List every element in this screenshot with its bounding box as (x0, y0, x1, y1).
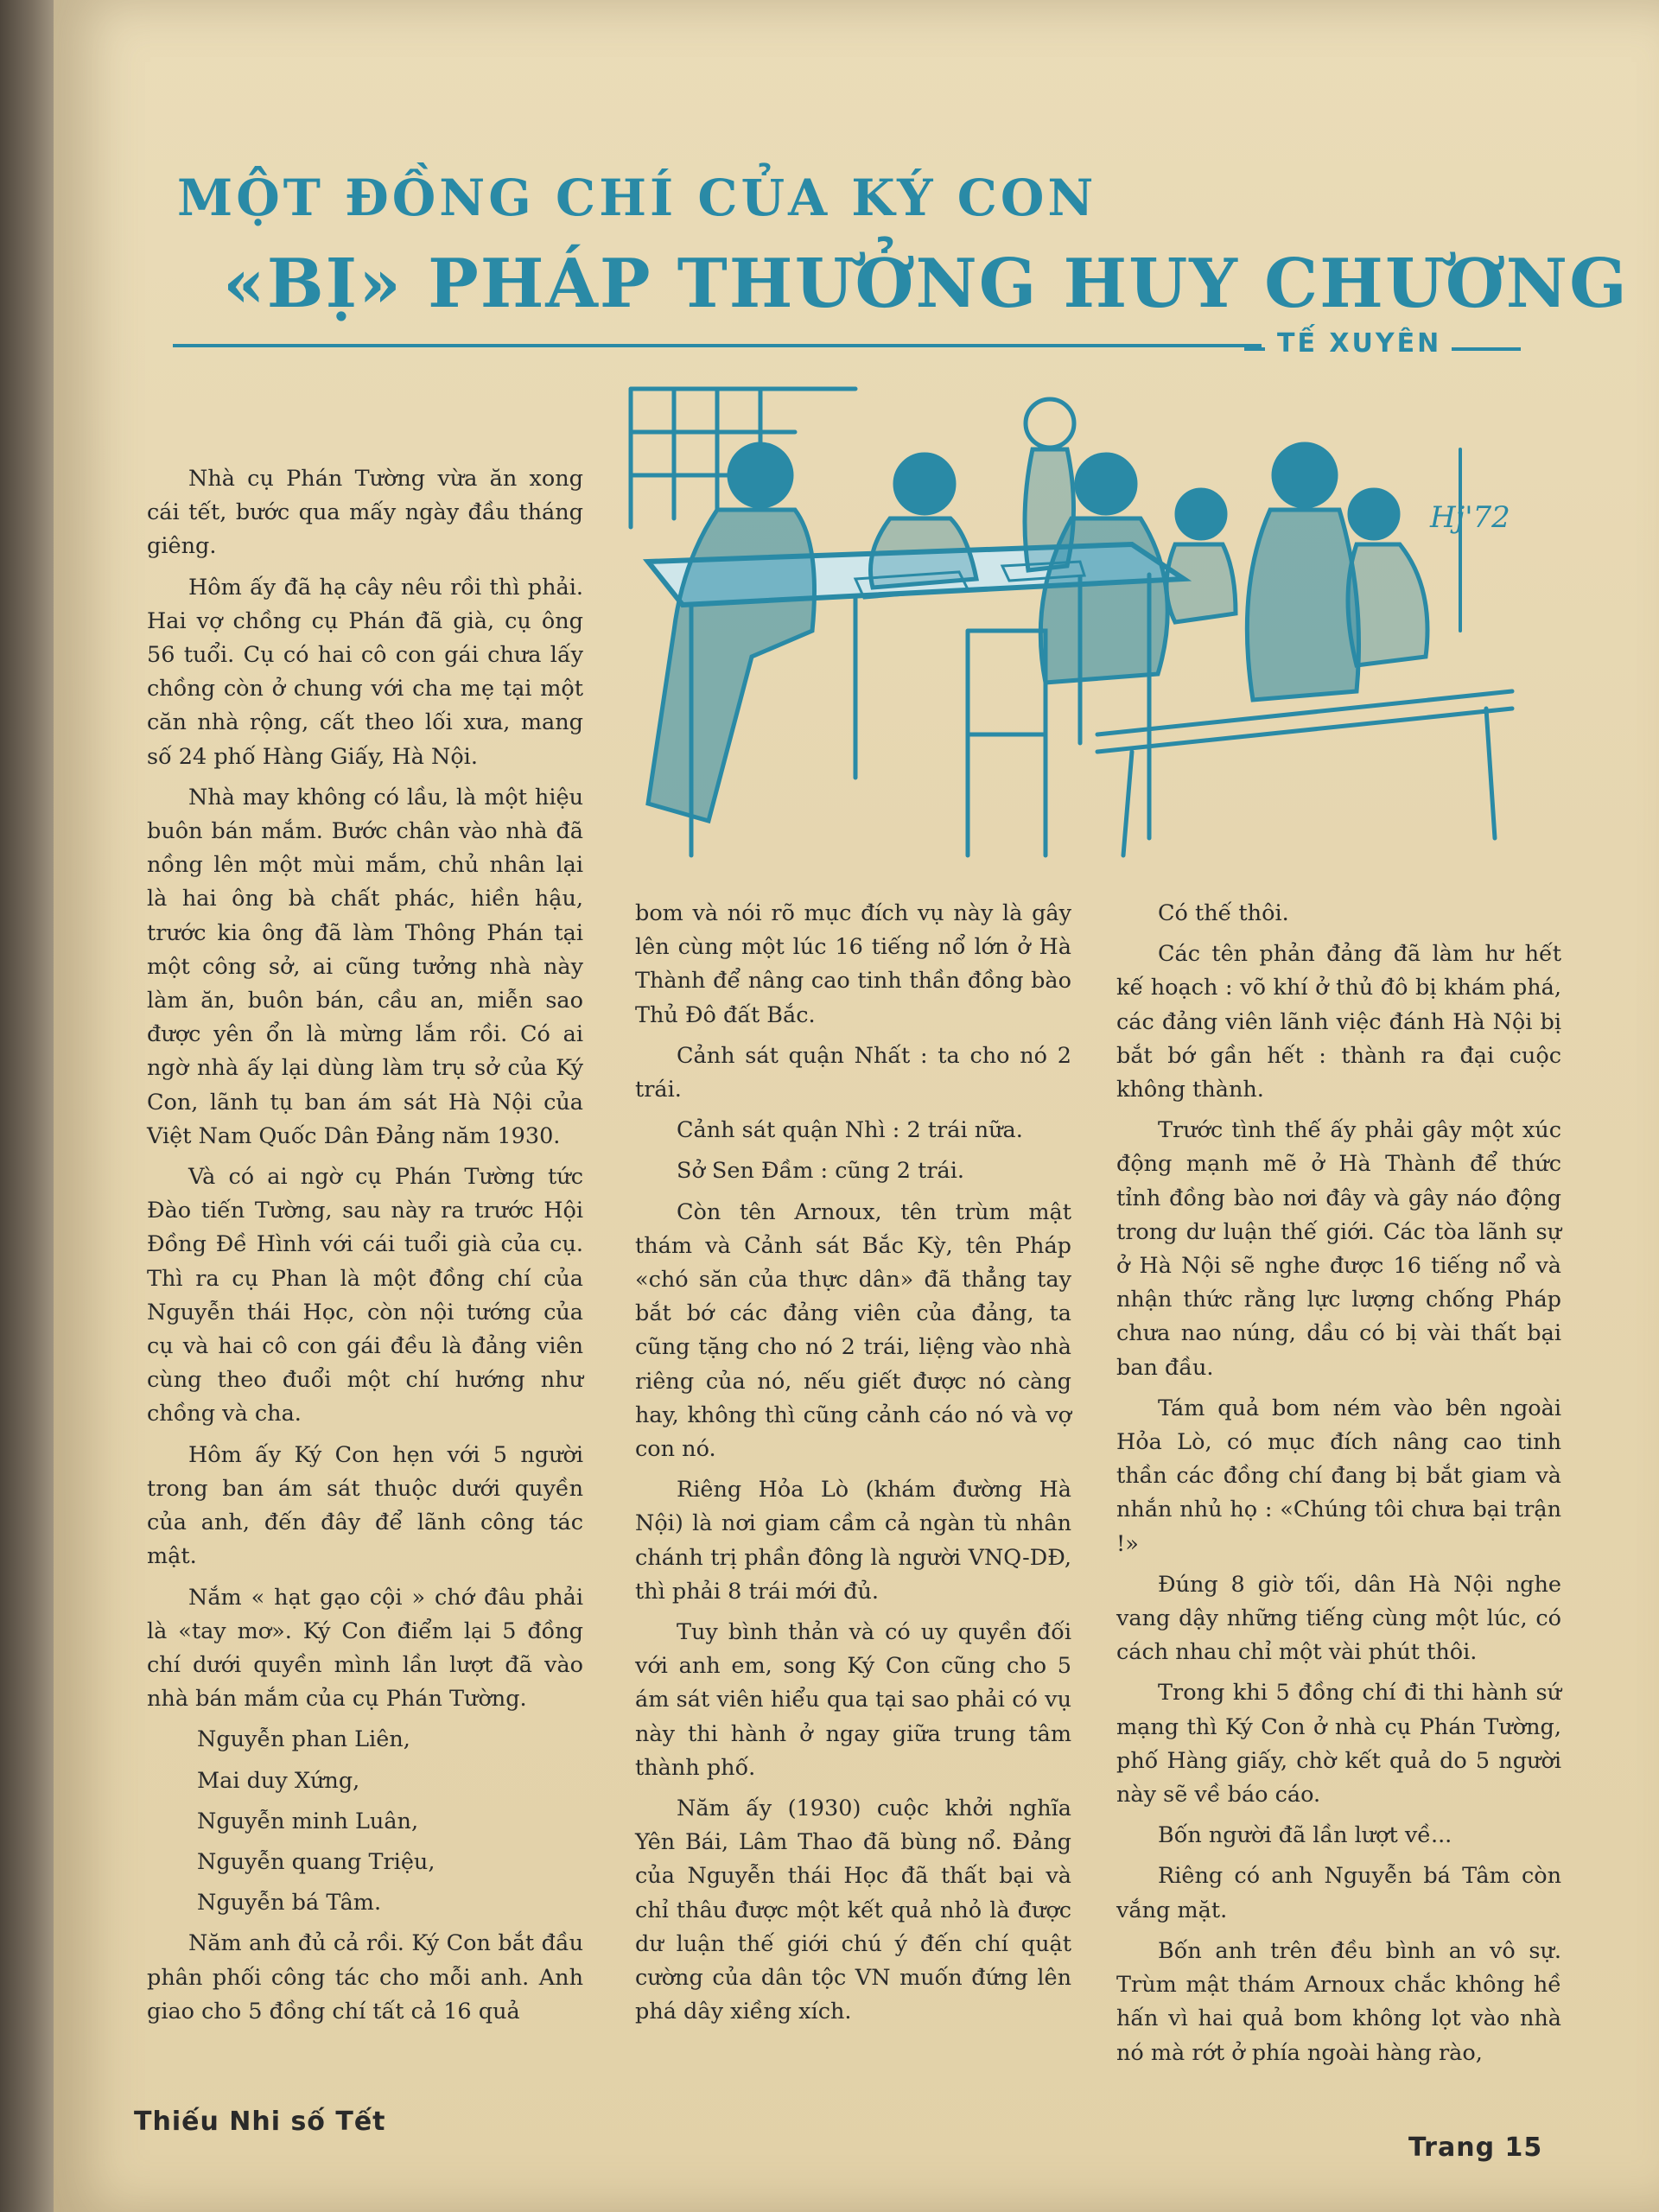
paragraph: Nắm « hạt gạo cội » chớ đâu phải là «tay mơ». Ký Con điểm lại 5 đồng chí dưới quyền mình lần lượt đã vào nhà bán mắm của cụ Phán Tường. (147, 1584, 583, 1713)
paragraph: Hôm ấy Ký Con hẹn với 5 người trong ban ám sát thuộc dưới quyền của anh, đến đây để lãnh công tác mật. (147, 1441, 583, 1570)
paragraph: Có thế thôi. (1158, 900, 1289, 926)
paragraph: Và có ai ngờ cụ Phán Tường tức Đào tiến Tường, sau này ra trước Hội Đồng Đề Hình với cái tuổi già của cụ. Thì ra cụ Phan là một đồng chí của Nguyễn thái Học, còn nội tướng của cụ và hai cô con gái đều là đảng viên cùng theo đuổi một chí hướng như chồng và cha. (147, 1164, 583, 1427)
paragraph: Nhà may không có lầu, là một hiệu buôn bán mắm. Bước chân vào nhà đã nồng lên một mùi mắm, chủ nhân lại là hai ông bà chất phác, hiền hậu, trước kia ông đã làm Thông Phán tại một công sở, ai cũng tưởng nhà này làm ăn, buôn bán, cầu an, miễn sao được yên ổn là mừng lắm rồi. Có ai ngờ nhà ấy lại dùng làm trụ sở của Ký Con, lãnh tụ ban ám sát Hà Nội của Việt Nam Quốc Dân Đảng năm 1930. (147, 784, 583, 1149)
paragraph: Hôm ấy đã hạ cây nêu rồi thì phải. Hai vợ chồng cụ Phán đã già, cụ ông 56 tuổi. Cụ có hai cô con gái chưa lấy chồng còn ở chung với cha mẹ tại một căn nhà rộng, cất theo lối xưa, mang số 24 phố Hàng Giấy, Hà Nội. (147, 574, 583, 770)
title-line-2: «BỊ» PHÁP THƯỞNG HUY CHƯƠNG (223, 245, 1629, 323)
artist-signature: Hj'72 (1430, 500, 1510, 535)
name-list-item: Nguyễn minh Luân, (197, 1808, 419, 1834)
paragraph: Còn tên Arnoux, tên trùm mật thám và Cảnh sát Bắc Kỳ, tên Pháp «chó săn của thực dân» đã thẳng tay bắt bớ các đảng viên của đảng, ta cũng tặng cho nó 2 trái, liệng vào nhà riêng của nó, nếu giết được nó càng hay, không thì cũng cảnh cáo nó và vợ con nó. (635, 1198, 1071, 1463)
page-number: Trang 15 (1408, 2133, 1543, 2163)
name-list-item: Nguyễn quang Triệu, (197, 1848, 435, 1875)
paragraph: Các tên phản đảng đã làm hư hết kế hoạch : võ khí ở thủ đô bị khám phá, các đảng viên lãnh việc đánh Hà Nội bị bắt bớ gần hết : thành ra đại cuộc không thành. (1116, 941, 1561, 1103)
paragraph: Tám quả bom ném vào bên ngoài Hỏa Lò, có mục đích nâng cao tinh thần các đồng chí đang bị bắt giam và nhắn nhủ họ : «Chúng tôi chưa bại trận !» (1116, 1395, 1561, 1557)
paragraph: Bốn anh trên đều bình an vô sự. Trùm mật thám Arnoux chắc không hề hấn vì hai quả bom không lọt vào nhà nó mà rớt ở phía ngoài hàng rào, (1116, 1937, 1561, 2066)
paragraph: bom và nói rõ mục đích vụ này là gây lên cùng một lúc 16 tiếng nổ lớn ở Hà Thành để nâng cao tinh thần đồng bào Thủ Đô đất Bắc. (635, 900, 1071, 1028)
paragraph: Năm anh đủ cả rồi. Ký Con bắt đầu phân phối công tác cho mỗi anh. Anh giao cho 5 đồng chí tất cả 16 quả (147, 1930, 583, 2024)
author-rule-right (1452, 347, 1521, 351)
author-rule-left (1244, 347, 1265, 351)
meeting-illustration (596, 372, 1529, 873)
author-name: TẾ XUYÊN (1277, 328, 1442, 359)
paragraph: Năm ấy (1930) cuộc khởi nghĩa Yên Bái, Lâm Thao đã bùng nổ. Đảng của Nguyễn thái Học đã thất bại và chỉ thâu được một kết quả nhỏ là được dư luận thế giới chú ý đến chí quật cường của dân tộc VN muốn đứng lên phá dây xiềng xích. (635, 1796, 1071, 2025)
text-column-1 (147, 462, 583, 2036)
paragraph: Tuy bình thản và có uy quyền đối với anh em, song Ký Con cũng cho 5 ám sát viên hiểu qua tại sao phải có vụ này thi hành ở ngay giữa trung tâm thành phố. (635, 1619, 1071, 1781)
paragraph: Cảnh sát quận Nhất : ta cho nó 2 trái. (635, 1042, 1071, 1103)
paragraph: Bốn người đã lần lượt về... (1158, 1822, 1452, 1849)
title-rule (173, 344, 1262, 347)
name-list-item: Mai duy Xứng, (197, 1767, 360, 1794)
paragraph: Trong khi 5 đồng chí đi thi hành sứ mạng thì Ký Con ở nhà cụ Phán Tường, phố Hàng giấy, chờ kết quả do 5 người này sẽ về báo cáo. (1116, 1680, 1561, 1808)
text-column-2 (635, 897, 1071, 2037)
paragraph: Sở Sen Đầm : cũng 2 trái. (677, 1158, 964, 1185)
paragraph: Nhà cụ Phán Tường vừa ăn xong cái tết, bước qua mấy ngày đầu tháng giêng. (147, 466, 583, 560)
paragraph: Đúng 8 giờ tối, dân Hà Nội nghe vang dậy những tiếng cùng một lúc, có cách nhau chỉ một vài phút thôi. (1116, 1571, 1561, 1666)
text-column-3 (1116, 897, 1561, 2077)
name-list-item: Nguyễn bá Tâm. (197, 1890, 382, 1916)
paragraph: Cảnh sát quận Nhì : 2 trái nữa. (677, 1117, 1023, 1144)
publication-name: Thiếu Nhi số Tết (134, 2107, 386, 2137)
book-binding (0, 0, 54, 2212)
paragraph: Riêng Hỏa Lò (khám đường Hà Nội) là nơi giam cầm cả ngàn tù nhân chánh trị phần đông là người VNQ-DĐ, thì phải 8 trái mới đủ. (635, 1477, 1071, 1605)
title-line-1: MỘT ĐỒNG CHÍ CỦA KÝ CON (177, 168, 1097, 227)
name-list-item: Nguyễn phan Liên, (197, 1726, 410, 1753)
paragraph: Riêng có anh Nguyễn bá Tâm còn vắng mặt. (1116, 1863, 1561, 1923)
paragraph: Trước tình thế ấy phải gây một xúc động mạnh mẽ ở Hà Thành để thức tỉnh đồng bào nơi đây và gây náo động trong dư luận thế giới. Các tòa lãnh sự ở Hà Nội sẽ nghe được 16 tiếng nổ và nhận thức rằng lực lượng chống Pháp chưa nao núng, dầu có bị vài thất bại ban đầu. (1116, 1117, 1561, 1381)
